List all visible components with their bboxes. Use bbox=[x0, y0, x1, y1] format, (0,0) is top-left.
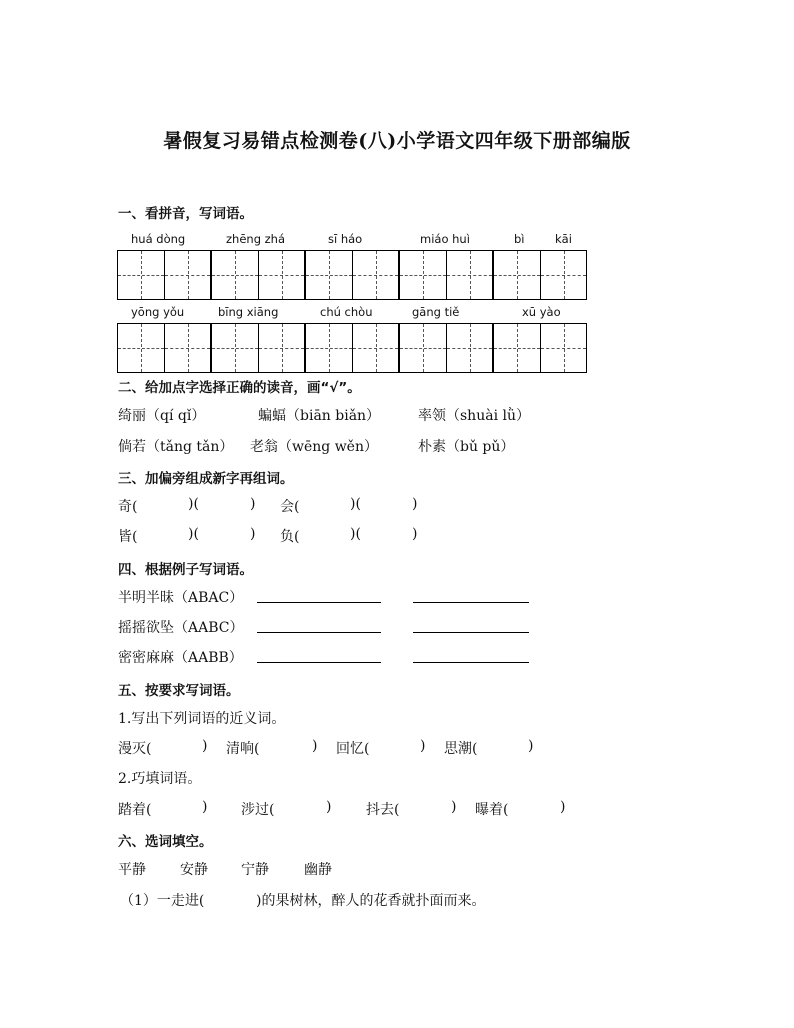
blank-bracket[interactable]: ) bbox=[412, 496, 418, 512]
word-choice: 幽静 bbox=[304, 862, 332, 878]
pinyin: sī háo bbox=[328, 232, 363, 246]
blank-bracket[interactable]: )( bbox=[188, 526, 199, 542]
fill-sentence-start: （1）一走进( bbox=[120, 893, 205, 909]
writing-cell[interactable] bbox=[540, 324, 586, 372]
writing-cell[interactable] bbox=[306, 251, 352, 299]
section-2-heading: 二、给加点字选择正确的读音，画“√”。 bbox=[118, 380, 361, 396]
blank-bracket[interactable]: ) bbox=[202, 799, 208, 815]
writing-cell[interactable] bbox=[352, 324, 398, 372]
blank-bracket[interactable]: ) bbox=[326, 799, 332, 815]
writing-cell[interactable] bbox=[258, 251, 304, 299]
char-prompt: 奇( bbox=[118, 499, 138, 515]
fill-sentence-end: )的果树林，醉人的花香就扑面而来。 bbox=[256, 893, 486, 909]
writing-cell[interactable] bbox=[164, 324, 210, 372]
pinyin: xū yào bbox=[522, 305, 561, 319]
word-prompt: 漫灭( bbox=[118, 741, 152, 757]
page-title: 暑假复习易错点检测卷(八)小学语文四年级下册部编版 bbox=[163, 130, 631, 152]
writing-cell[interactable] bbox=[118, 251, 164, 299]
blank-bracket[interactable]: ) bbox=[412, 526, 418, 542]
writing-cell[interactable] bbox=[306, 324, 352, 372]
pinyin: kāi bbox=[555, 232, 572, 246]
answer-line[interactable] bbox=[257, 662, 381, 663]
reading-item: 倘若（tǎng tǎn） bbox=[118, 439, 234, 455]
reading-item: 朴素（bǔ pǔ） bbox=[418, 439, 515, 455]
writing-cell[interactable] bbox=[164, 251, 210, 299]
word-prompt: 清响( bbox=[226, 741, 260, 757]
example-word: 摇摇欲坠（AABC） bbox=[118, 620, 244, 636]
blank-bracket[interactable]: ) bbox=[312, 738, 318, 754]
blank-bracket[interactable]: ) bbox=[202, 738, 208, 754]
writing-grid-row-1 bbox=[117, 250, 587, 300]
blank-bracket[interactable]: )( bbox=[350, 496, 361, 512]
pinyin: gāng tiě bbox=[412, 305, 460, 319]
writing-cell[interactable] bbox=[118, 324, 164, 372]
question-1: 1.写出下列词语的近义词。 bbox=[118, 711, 286, 727]
pinyin: zhēng zhá bbox=[226, 232, 286, 246]
pinyin: bì bbox=[514, 232, 525, 246]
word-prompt: 踏着( bbox=[118, 802, 152, 818]
blank-bracket[interactable]: ) bbox=[560, 799, 566, 815]
word-choice: 安静 bbox=[180, 862, 208, 878]
answer-line[interactable] bbox=[413, 632, 529, 633]
answer-line[interactable] bbox=[257, 602, 381, 603]
blank-bracket[interactable]: ) bbox=[250, 496, 256, 512]
writing-cell[interactable] bbox=[212, 251, 258, 299]
word-choice: 平静 bbox=[118, 862, 146, 878]
reading-item: 老翁（wēng wěn） bbox=[250, 439, 378, 455]
word-prompt: 思潮( bbox=[444, 741, 478, 757]
reading-item: 蝙蝠（biān biǎn） bbox=[258, 408, 381, 424]
writing-cell[interactable] bbox=[494, 324, 540, 372]
section-4-heading: 四、根据例子写词语。 bbox=[118, 562, 253, 578]
word-prompt: 曝着( bbox=[475, 802, 509, 818]
pinyin: huá dòng bbox=[131, 232, 186, 246]
pinyin: bīng xiāng bbox=[218, 305, 279, 319]
word-prompt: 回忆( bbox=[336, 741, 370, 757]
char-prompt: 皆( bbox=[118, 529, 138, 545]
answer-line[interactable] bbox=[257, 632, 381, 633]
writing-grid-row-2 bbox=[117, 323, 587, 373]
writing-cell[interactable] bbox=[540, 251, 586, 299]
word-choice: 宁静 bbox=[241, 862, 269, 878]
section-6-heading: 六、选词填空。 bbox=[118, 834, 213, 850]
writing-cell[interactable] bbox=[400, 251, 446, 299]
answer-line[interactable] bbox=[413, 662, 529, 663]
reading-item: 率领（shuài lǜ） bbox=[418, 408, 530, 424]
reading-item: 绮丽（qí qǐ） bbox=[118, 408, 206, 424]
writing-cell[interactable] bbox=[446, 251, 492, 299]
writing-cell[interactable] bbox=[494, 251, 540, 299]
section-5-heading: 五、按要求写词语。 bbox=[118, 683, 240, 699]
word-prompt: 涉过( bbox=[241, 802, 275, 818]
writing-cell[interactable] bbox=[446, 324, 492, 372]
writing-cell[interactable] bbox=[212, 324, 258, 372]
writing-cell[interactable] bbox=[258, 324, 304, 372]
pinyin: miáo huì bbox=[420, 232, 470, 246]
blank-bracket[interactable]: )( bbox=[188, 496, 199, 512]
answer-line[interactable] bbox=[413, 602, 529, 603]
blank-bracket[interactable]: )( bbox=[350, 526, 361, 542]
pinyin: chú chòu bbox=[320, 305, 373, 319]
blank-bracket[interactable]: ) bbox=[250, 526, 256, 542]
char-prompt: 会( bbox=[280, 499, 300, 515]
example-word: 密密麻麻（AABB） bbox=[118, 650, 243, 666]
question-2: 2.巧填词语。 bbox=[118, 771, 202, 787]
example-word: 半明半昧（ABAC） bbox=[118, 590, 244, 606]
blank-bracket[interactable]: ) bbox=[420, 738, 426, 754]
char-prompt: 负( bbox=[280, 529, 300, 545]
blank-bracket[interactable]: ) bbox=[528, 738, 534, 754]
blank-bracket[interactable]: ) bbox=[451, 799, 457, 815]
writing-cell[interactable] bbox=[400, 324, 446, 372]
section-1-heading: 一、看拼音，写词语。 bbox=[118, 206, 253, 222]
section-3-heading: 三、加偏旁组成新字再组词。 bbox=[118, 471, 294, 487]
pinyin: yōng yǒu bbox=[131, 305, 185, 319]
word-prompt: 抖去( bbox=[366, 802, 400, 818]
writing-cell[interactable] bbox=[352, 251, 398, 299]
